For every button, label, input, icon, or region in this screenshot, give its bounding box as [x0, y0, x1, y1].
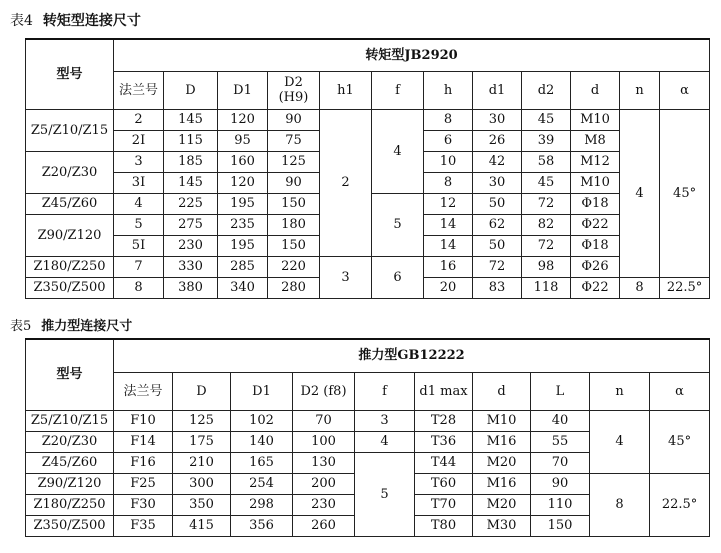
table-cell: M8 [571, 130, 620, 151]
table-cell: M16 [473, 431, 531, 452]
table-cell: T36 [415, 431, 473, 452]
table-cell: 72 [522, 235, 571, 256]
table-cell: T28 [415, 410, 473, 431]
table-cell: 340 [218, 277, 268, 298]
table-cell: 125 [173, 410, 231, 431]
table-cell: T70 [415, 494, 473, 515]
table-cell: 2I [114, 130, 164, 151]
table-cell: 200 [293, 473, 355, 494]
table-cell: 285 [218, 256, 268, 277]
model-cell: Z45/Z60 [26, 452, 114, 473]
table-cell: 72 [522, 193, 571, 214]
table-cell: 70 [531, 452, 590, 473]
table-cell: 45 [522, 109, 571, 130]
table-cell: 70 [293, 410, 355, 431]
table5-caption [10, 315, 132, 334]
table-cell: 220 [268, 256, 320, 277]
table-cell: 100 [293, 431, 355, 452]
table-cell: Φ26 [571, 256, 620, 277]
table-cell: F30 [114, 494, 173, 515]
table-cell: 58 [522, 151, 571, 172]
column-header: n [590, 372, 650, 410]
table-cell: M12 [571, 151, 620, 172]
column-header: d2 [522, 71, 571, 109]
group-header: 转矩型JB2920 [114, 39, 710, 71]
table-cell: 210 [173, 452, 231, 473]
table-cell: 12 [424, 193, 473, 214]
table-cell: 55 [531, 431, 590, 452]
table-cell: 30 [473, 109, 522, 130]
model-cell: Z350/Z500 [26, 515, 114, 536]
table-cell: 230 [293, 494, 355, 515]
table-cell: Φ18 [571, 193, 620, 214]
table-cell: F16 [114, 452, 173, 473]
table-cell: 39 [522, 130, 571, 151]
f-cell: 3 [355, 410, 415, 431]
h1-cell: 2 [320, 109, 372, 256]
model-header: 型号 [26, 339, 114, 410]
table-cell: 298 [231, 494, 293, 515]
table-cell: 330 [164, 256, 218, 277]
column-header: h1 [320, 71, 372, 109]
table-cell: 145 [164, 109, 218, 130]
table4-caption [10, 10, 141, 30]
table4-caption-number: 表4 [10, 13, 33, 29]
table-cell: 5I [114, 235, 164, 256]
table-cell: 14 [424, 235, 473, 256]
table-cell: 150 [531, 515, 590, 536]
table5-caption-title: 推力型连接尺寸 [41, 319, 133, 334]
h1-cell: 3 [320, 256, 372, 298]
table-cell: M20 [473, 494, 531, 515]
column-header: h [424, 71, 473, 109]
thrust-type-table [25, 338, 710, 537]
model-cell: Z20/Z30 [26, 151, 114, 193]
column-header: D1 [231, 372, 293, 410]
table-cell: 90 [531, 473, 590, 494]
table-cell: 72 [473, 256, 522, 277]
table-cell: 380 [164, 277, 218, 298]
table-cell: 140 [231, 431, 293, 452]
table-cell: 95 [218, 130, 268, 151]
column-header: D1 [218, 71, 268, 109]
table-cell: 16 [424, 256, 473, 277]
f-cell: 6 [372, 256, 424, 298]
group-header: 推力型GB12222 [114, 339, 710, 372]
column-header: f [355, 372, 415, 410]
table-cell: 195 [218, 235, 268, 256]
model-cell: Z90/Z120 [26, 214, 114, 256]
n-cell: 4 [620, 109, 660, 277]
table-cell: 350 [173, 494, 231, 515]
table-cell: Φ18 [571, 235, 620, 256]
table-cell: M20 [473, 452, 531, 473]
table-cell: 45 [522, 172, 571, 193]
table-cell: 8 [424, 172, 473, 193]
f-cell: 4 [372, 109, 424, 193]
column-header: 法兰号 [114, 372, 173, 410]
table-cell: 5 [114, 214, 164, 235]
table-cell: 75 [268, 130, 320, 151]
table-cell: F35 [114, 515, 173, 536]
table-cell: 185 [164, 151, 218, 172]
torque-type-table [25, 38, 710, 299]
table-cell: 40 [531, 410, 590, 431]
n-cell: 8 [620, 277, 660, 298]
table-cell: 280 [268, 277, 320, 298]
table-cell: 195 [218, 193, 268, 214]
table-cell: 275 [164, 214, 218, 235]
table-cell: 110 [531, 494, 590, 515]
model-cell: Z5/Z10/Z15 [26, 109, 114, 151]
table-cell: 230 [164, 235, 218, 256]
table-cell: T60 [415, 473, 473, 494]
table-cell: M16 [473, 473, 531, 494]
model-cell: Z45/Z60 [26, 193, 114, 214]
column-header: D2 (H9) [268, 71, 320, 109]
table-cell: M10 [571, 109, 620, 130]
table-cell: F10 [114, 410, 173, 431]
table-cell: 82 [522, 214, 571, 235]
table-row [26, 410, 710, 431]
model-cell: Z90/Z120 [26, 473, 114, 494]
table-cell: T80 [415, 515, 473, 536]
table-cell: 120 [218, 109, 268, 130]
table-cell: 50 [473, 193, 522, 214]
model-cell: Z350/Z500 [26, 277, 114, 298]
table-cell: 415 [173, 515, 231, 536]
table-cell: 145 [164, 172, 218, 193]
column-header: d1 [473, 71, 522, 109]
f-cell: 4 [355, 431, 415, 452]
table-cell: 120 [218, 172, 268, 193]
column-header: D2 (f8) [293, 372, 355, 410]
table-cell: 254 [231, 473, 293, 494]
table-cell: 2 [114, 109, 164, 130]
table4-caption-title: 转矩型连接尺寸 [42, 13, 141, 29]
alpha-cell: 45° [660, 109, 710, 277]
column-header: d1 max [415, 372, 473, 410]
table-cell: 160 [218, 151, 268, 172]
table-row [26, 109, 710, 130]
table-cell: 6 [424, 130, 473, 151]
model-cell: Z180/Z250 [26, 494, 114, 515]
table-cell: 3I [114, 172, 164, 193]
model-cell: Z180/Z250 [26, 256, 114, 277]
table-cell: Φ22 [571, 214, 620, 235]
table-cell: 125 [268, 151, 320, 172]
column-header: d [571, 71, 620, 109]
n-cell: 4 [590, 410, 650, 473]
table-cell: 118 [522, 277, 571, 298]
table-cell: 62 [473, 214, 522, 235]
column-header: 法兰号 [114, 71, 164, 109]
table-cell: 300 [173, 473, 231, 494]
table-cell: 260 [293, 515, 355, 536]
model-header: 型号 [26, 39, 114, 109]
column-header: n [620, 71, 660, 109]
n-cell: 8 [590, 473, 650, 536]
table-cell: M10 [571, 172, 620, 193]
table-cell: 180 [268, 214, 320, 235]
table-cell: 150 [268, 235, 320, 256]
table-cell: 90 [268, 172, 320, 193]
table-cell: 225 [164, 193, 218, 214]
table-row [26, 256, 710, 277]
table-cell: 83 [473, 277, 522, 298]
column-header: D [164, 71, 218, 109]
alpha-cell: 45° [650, 410, 710, 473]
table-cell: 356 [231, 515, 293, 536]
table-cell: M30 [473, 515, 531, 536]
column-header: f [372, 71, 424, 109]
table-cell: 175 [173, 431, 231, 452]
table5-caption-number: 表5 [10, 319, 32, 334]
table-cell: 150 [268, 193, 320, 214]
table-cell: F25 [114, 473, 173, 494]
table-cell: 7 [114, 256, 164, 277]
table-cell: 42 [473, 151, 522, 172]
column-header: d [473, 372, 531, 410]
table-cell: 3 [114, 151, 164, 172]
f-cell: 5 [372, 193, 424, 256]
table-cell: M10 [473, 410, 531, 431]
table-cell: 10 [424, 151, 473, 172]
table-cell: 8 [424, 109, 473, 130]
table-cell: 8 [114, 277, 164, 298]
table-cell: 98 [522, 256, 571, 277]
table-cell: 26 [473, 130, 522, 151]
model-cell: Z20/Z30 [26, 431, 114, 452]
column-header: α [660, 71, 710, 109]
table-cell: 130 [293, 452, 355, 473]
table-cell: 90 [268, 109, 320, 130]
column-header: L [531, 372, 590, 410]
model-cell: Z5/Z10/Z15 [26, 410, 114, 431]
table-cell: Φ22 [571, 277, 620, 298]
table-cell: 20 [424, 277, 473, 298]
table-cell: 102 [231, 410, 293, 431]
table-cell: 50 [473, 235, 522, 256]
table-cell: 115 [164, 130, 218, 151]
table-cell: F14 [114, 431, 173, 452]
table-cell: 165 [231, 452, 293, 473]
f-cell: 5 [355, 452, 415, 536]
table-cell: 235 [218, 214, 268, 235]
alpha-cell: 22.5° [660, 277, 710, 298]
table-cell: 30 [473, 172, 522, 193]
table-cell: 14 [424, 214, 473, 235]
column-header: D [173, 372, 231, 410]
table-cell: T44 [415, 452, 473, 473]
table-cell: 4 [114, 193, 164, 214]
alpha-cell: 22.5° [650, 473, 710, 536]
column-header: α [650, 372, 710, 410]
